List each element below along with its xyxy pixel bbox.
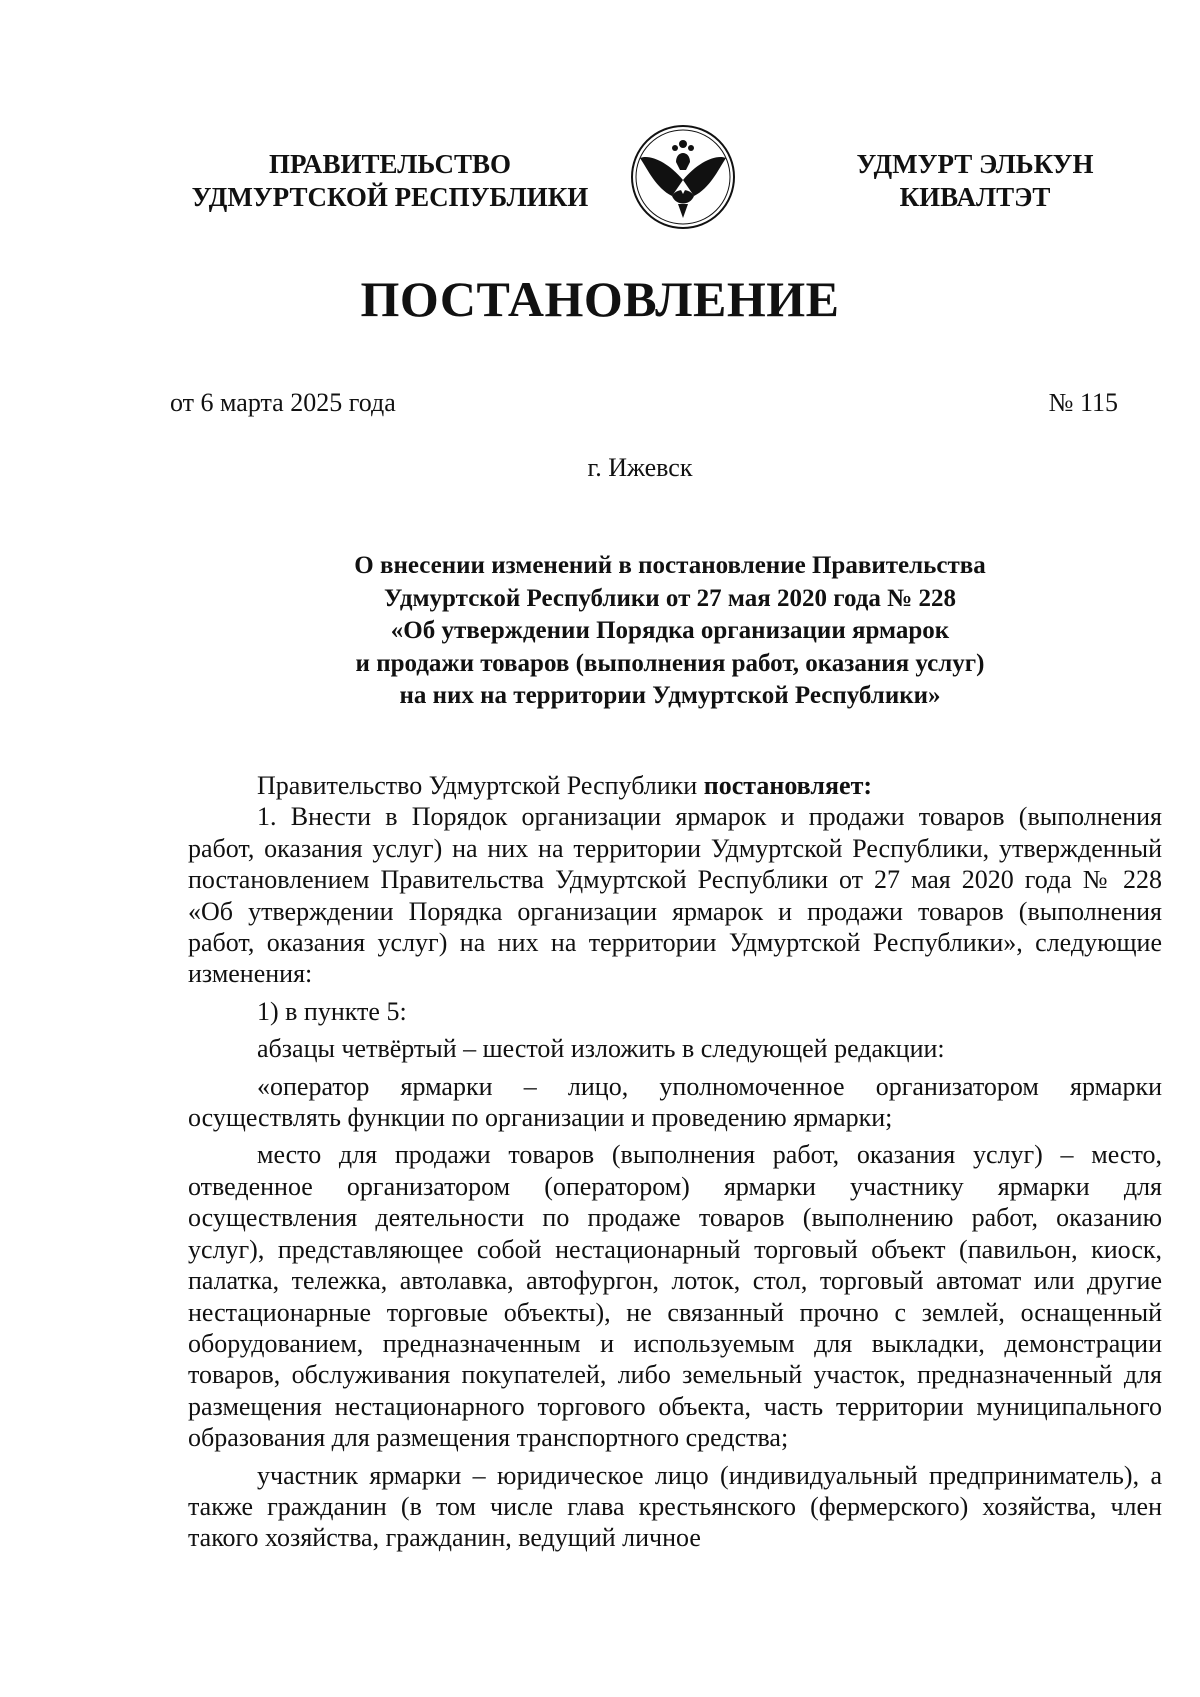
document-city: г. Ижевск xyxy=(587,453,693,482)
issuer-line: КИВАЛТЭТ xyxy=(899,182,1051,212)
issuer-line: ПРАВИТЕЛЬСТВО xyxy=(268,149,512,179)
title-line: на них на территории Удмуртской Республики» xyxy=(399,682,941,709)
issuer-line: УДМУРТСКОЙ РЕСПУБЛИКИ xyxy=(191,182,589,212)
intro-paragraph xyxy=(188,770,1162,801)
udmurt-coat-of-arms-icon xyxy=(628,122,738,232)
issuer-name-russian xyxy=(170,148,610,214)
body-paragraph: участник ярмарки – юридическое лицо (индивидуальный предприниматель), а также гражданин (в том числе глава крестьянского (фермерского) хозяйства, член такого хозяйства, гражданин, ведущий личное xyxy=(188,1460,1162,1553)
title-line: Удмуртской Республики от 27 мая 2020 года № 228 xyxy=(383,584,957,612)
document-date: от 6 марта 2025 года xyxy=(170,388,396,417)
document-number: № 115 xyxy=(1048,388,1118,417)
body-paragraph: абзацы четвёртый – шестой изложить в следующей редакции: xyxy=(257,1034,945,1064)
document-body xyxy=(188,770,1162,1554)
issuer-line: УДМУРТ ЭЛЬКУН xyxy=(856,149,1094,179)
intro-text: Правительство Удмуртской Республики xyxy=(257,771,704,800)
title-line: О внесении изменений в постановление Правительства xyxy=(354,552,986,579)
body-paragraph: 1. Внести в Порядок организации ярмарок и продажи товаров (выполнения работ, оказания услуг) на них на территории Удмуртской Республики, утвержденный постановлением Правительства Удмуртской Республики от 27 мая 2020 года № 228 «Об утверждении Порядка организации ярмарок и продажи товаров (выполнения работ, оказания услуг) на них на территории Удмуртской Республики», следующие изменения: xyxy=(188,802,1162,989)
intro-bold: постановляет: xyxy=(703,771,872,800)
document-title xyxy=(270,550,1070,713)
title-line: «Об утверждении Порядка организации ярмарок xyxy=(390,617,950,644)
issuer-name-udmurt xyxy=(815,148,1135,214)
body-paragraph: 1) в пункте 5: xyxy=(257,996,407,1026)
body-paragraph: место для продажи товаров (выполнения работ, оказания услуг) – место, отведенное организатором (оператором) ярмарки участнику ярмарки для осуществления деятельности по продаже товаров (выполнению работ, оказанию услуг), представляющее собой нестационарный торговый объект (павильон, киоск, палатка, тележка, автолавка, автофургон, лоток, стол, торговый автомат или другие нестационарные торговые объекты), не связанный прочно с землей, оснащенный оборудованием, предназначенным и используемым для выкладки, демонстрации товаров, обслуживания покупателей, либо земельный участок, предназначенный для размещения нестационарного торгового объекта, часть территории муниципального образования для размещения транспортного средства; xyxy=(188,1140,1162,1453)
title-line: и продажи товаров (выполнения работ, оказания услуг) xyxy=(355,649,985,677)
document-type-heading: ПОСТАНОВЛЕНИЕ xyxy=(360,271,840,327)
body-paragraph: «оператор ярмарки – лицо, уполномоченное организатором ярмарки осуществлять функции по организации и проведению ярмарки; xyxy=(188,1071,1162,1133)
